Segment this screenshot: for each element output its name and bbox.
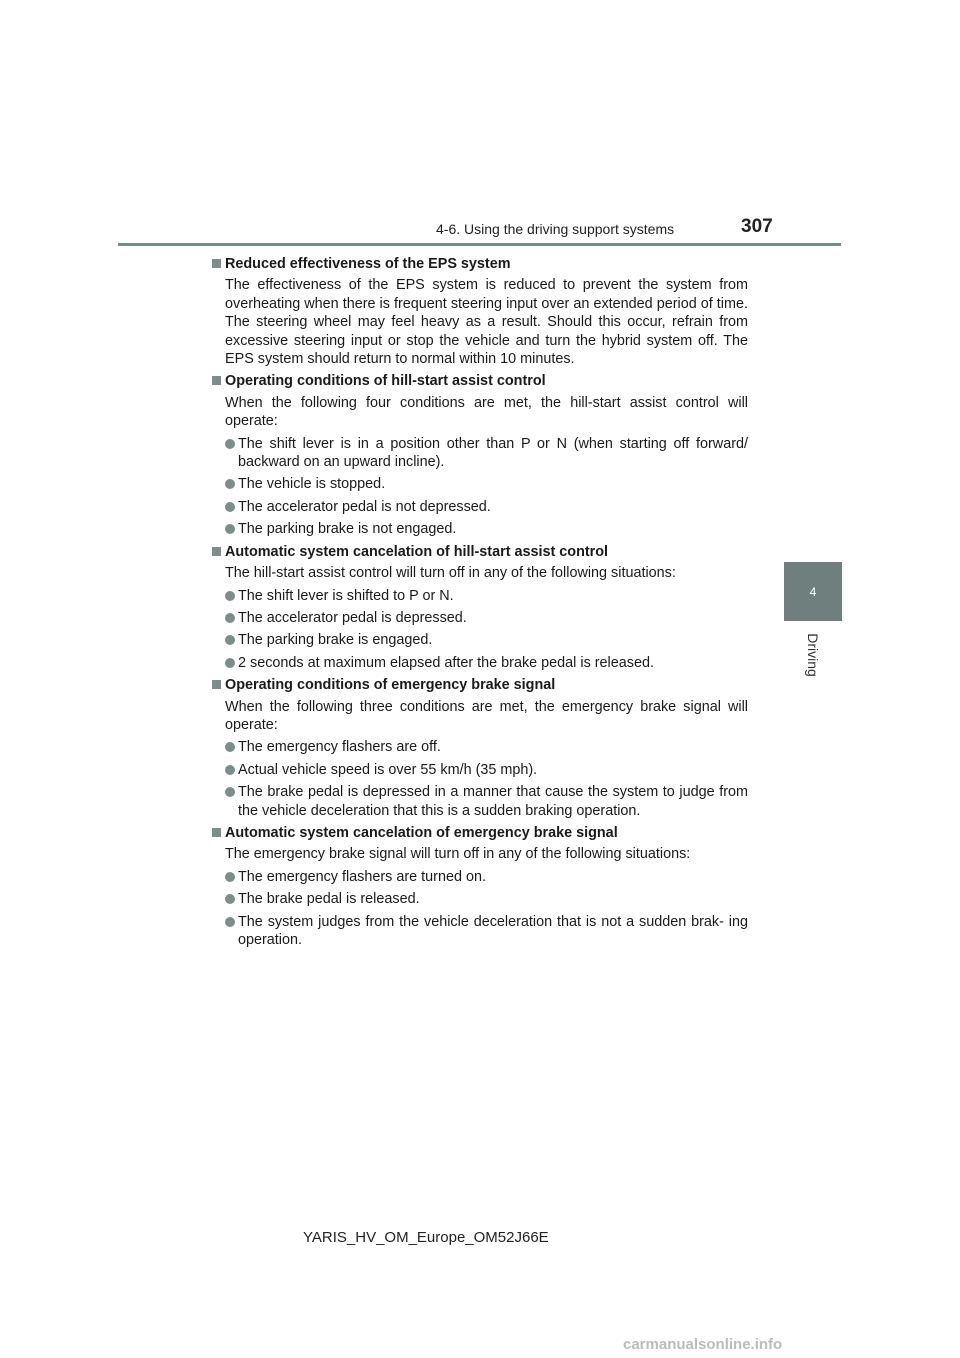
- header-divider: [118, 243, 841, 246]
- list-item: The brake pedal is released.: [212, 890, 748, 908]
- site-watermark: carmanualsonline.info: [623, 1336, 783, 1353]
- section-paragraph: When the following three conditions are met, the emergency brake signal will operate:: [225, 698, 748, 733]
- circle-bullet-icon: [225, 591, 235, 601]
- circle-bullet-icon: [225, 787, 235, 797]
- list-item: The vehicle is stopped.: [212, 475, 748, 493]
- circle-bullet-icon: [225, 742, 235, 752]
- section-heading: [212, 543, 748, 561]
- section-heading: [212, 676, 748, 694]
- page-body: [212, 255, 748, 953]
- list-item: 2 seconds at maximum elapsed after the brake pedal is released.: [212, 654, 748, 672]
- section-eps-effectiveness: [212, 255, 748, 368]
- circle-bullet-icon: [225, 894, 235, 904]
- running-header-section: 4-6. Using the driving support systems: [436, 221, 675, 237]
- bullet-list: [212, 435, 748, 539]
- section-paragraph: The emergency brake signal will turn off in any of the following situations:: [225, 846, 691, 863]
- list-item: The accelerator pedal is depressed.: [212, 609, 748, 627]
- square-bullet-icon: [212, 828, 221, 837]
- section-hill-start-cancelation: [212, 543, 748, 672]
- list-item: The shift lever is in a position other than P or N (when starting off forward/ backward on an upward incline).: [212, 435, 748, 472]
- circle-bullet-icon: [225, 524, 235, 534]
- document-footer-code: YARIS_HV_OM_Europe_OM52J66E: [303, 1229, 549, 1246]
- square-bullet-icon: [212, 259, 221, 268]
- circle-bullet-icon: [225, 613, 235, 623]
- list-item: Actual vehicle speed is over 55 km/h (35 mph).: [212, 761, 748, 779]
- section-heading: [212, 255, 748, 273]
- section-emergency-brake-conditions: [212, 676, 748, 820]
- list-item: The accelerator pedal is not depressed.: [212, 498, 748, 516]
- circle-bullet-icon: [225, 917, 235, 927]
- section-heading-text: Automatic system cancelation of hill-start assist control: [225, 543, 609, 560]
- chapter-label-text: Driving: [804, 633, 821, 677]
- circle-bullet-icon: [225, 658, 235, 668]
- circle-bullet-icon: [225, 872, 235, 882]
- list-item: The emergency flashers are off.: [212, 738, 748, 756]
- square-bullet-icon: [212, 547, 221, 556]
- section-emergency-brake-cancelation: [212, 824, 748, 949]
- circle-bullet-icon: [225, 439, 235, 449]
- section-heading-text: Operating conditions of emergency brake signal: [225, 677, 556, 694]
- section-heading-text: Operating conditions of hill-start assist control: [225, 373, 546, 390]
- section-paragraph: The effectiveness of the EPS system is reduced to prevent the system from overheating when there is frequent steering input over an extended period of time. The steering wheel may feel heavy as a result. Should this occur, refrain from excessive steering input or stop the vehicle and turn the hybrid system off. The EPS system should return to normal within 10 minutes.: [225, 277, 748, 368]
- section-paragraph: The hill-start assist control will turn off in any of the following situations:: [225, 565, 676, 582]
- circle-bullet-icon: [225, 765, 235, 775]
- chapter-label: [785, 625, 841, 685]
- section-heading-text: Automatic system cancelation of emergency brake signal: [225, 824, 618, 841]
- list-item: The emergency flashers are turned on.: [212, 868, 748, 886]
- section-paragraph: When the following four conditions are met, the hill-start assist control will operate:: [225, 394, 748, 430]
- section-heading: [212, 372, 748, 390]
- section-heading-text: Reduced effectiveness of the EPS system: [225, 256, 511, 272]
- section-hill-start-conditions: [212, 372, 748, 538]
- bullet-list: [212, 868, 748, 950]
- page-number: 307: [741, 216, 773, 237]
- list-item: The shift lever is shifted to P or N.: [212, 587, 748, 605]
- chapter-number-tab: 4: [784, 562, 842, 621]
- square-bullet-icon: [212, 376, 221, 385]
- circle-bullet-icon: [225, 502, 235, 512]
- circle-bullet-icon: [225, 635, 235, 645]
- section-heading: [212, 824, 748, 842]
- list-item: The system judges from the vehicle deceleration that is not a sudden brak- ing operation.: [212, 913, 748, 950]
- list-item: The parking brake is engaged.: [212, 631, 748, 649]
- square-bullet-icon: [212, 680, 221, 689]
- circle-bullet-icon: [225, 479, 235, 489]
- list-item: The brake pedal is depressed in a manner that cause the system to judge from the vehicle deceleration that this is a sudden braking operation.: [212, 783, 748, 820]
- list-item: The parking brake is not engaged.: [212, 520, 748, 538]
- bullet-list: [212, 587, 748, 673]
- bullet-list: [212, 738, 748, 820]
